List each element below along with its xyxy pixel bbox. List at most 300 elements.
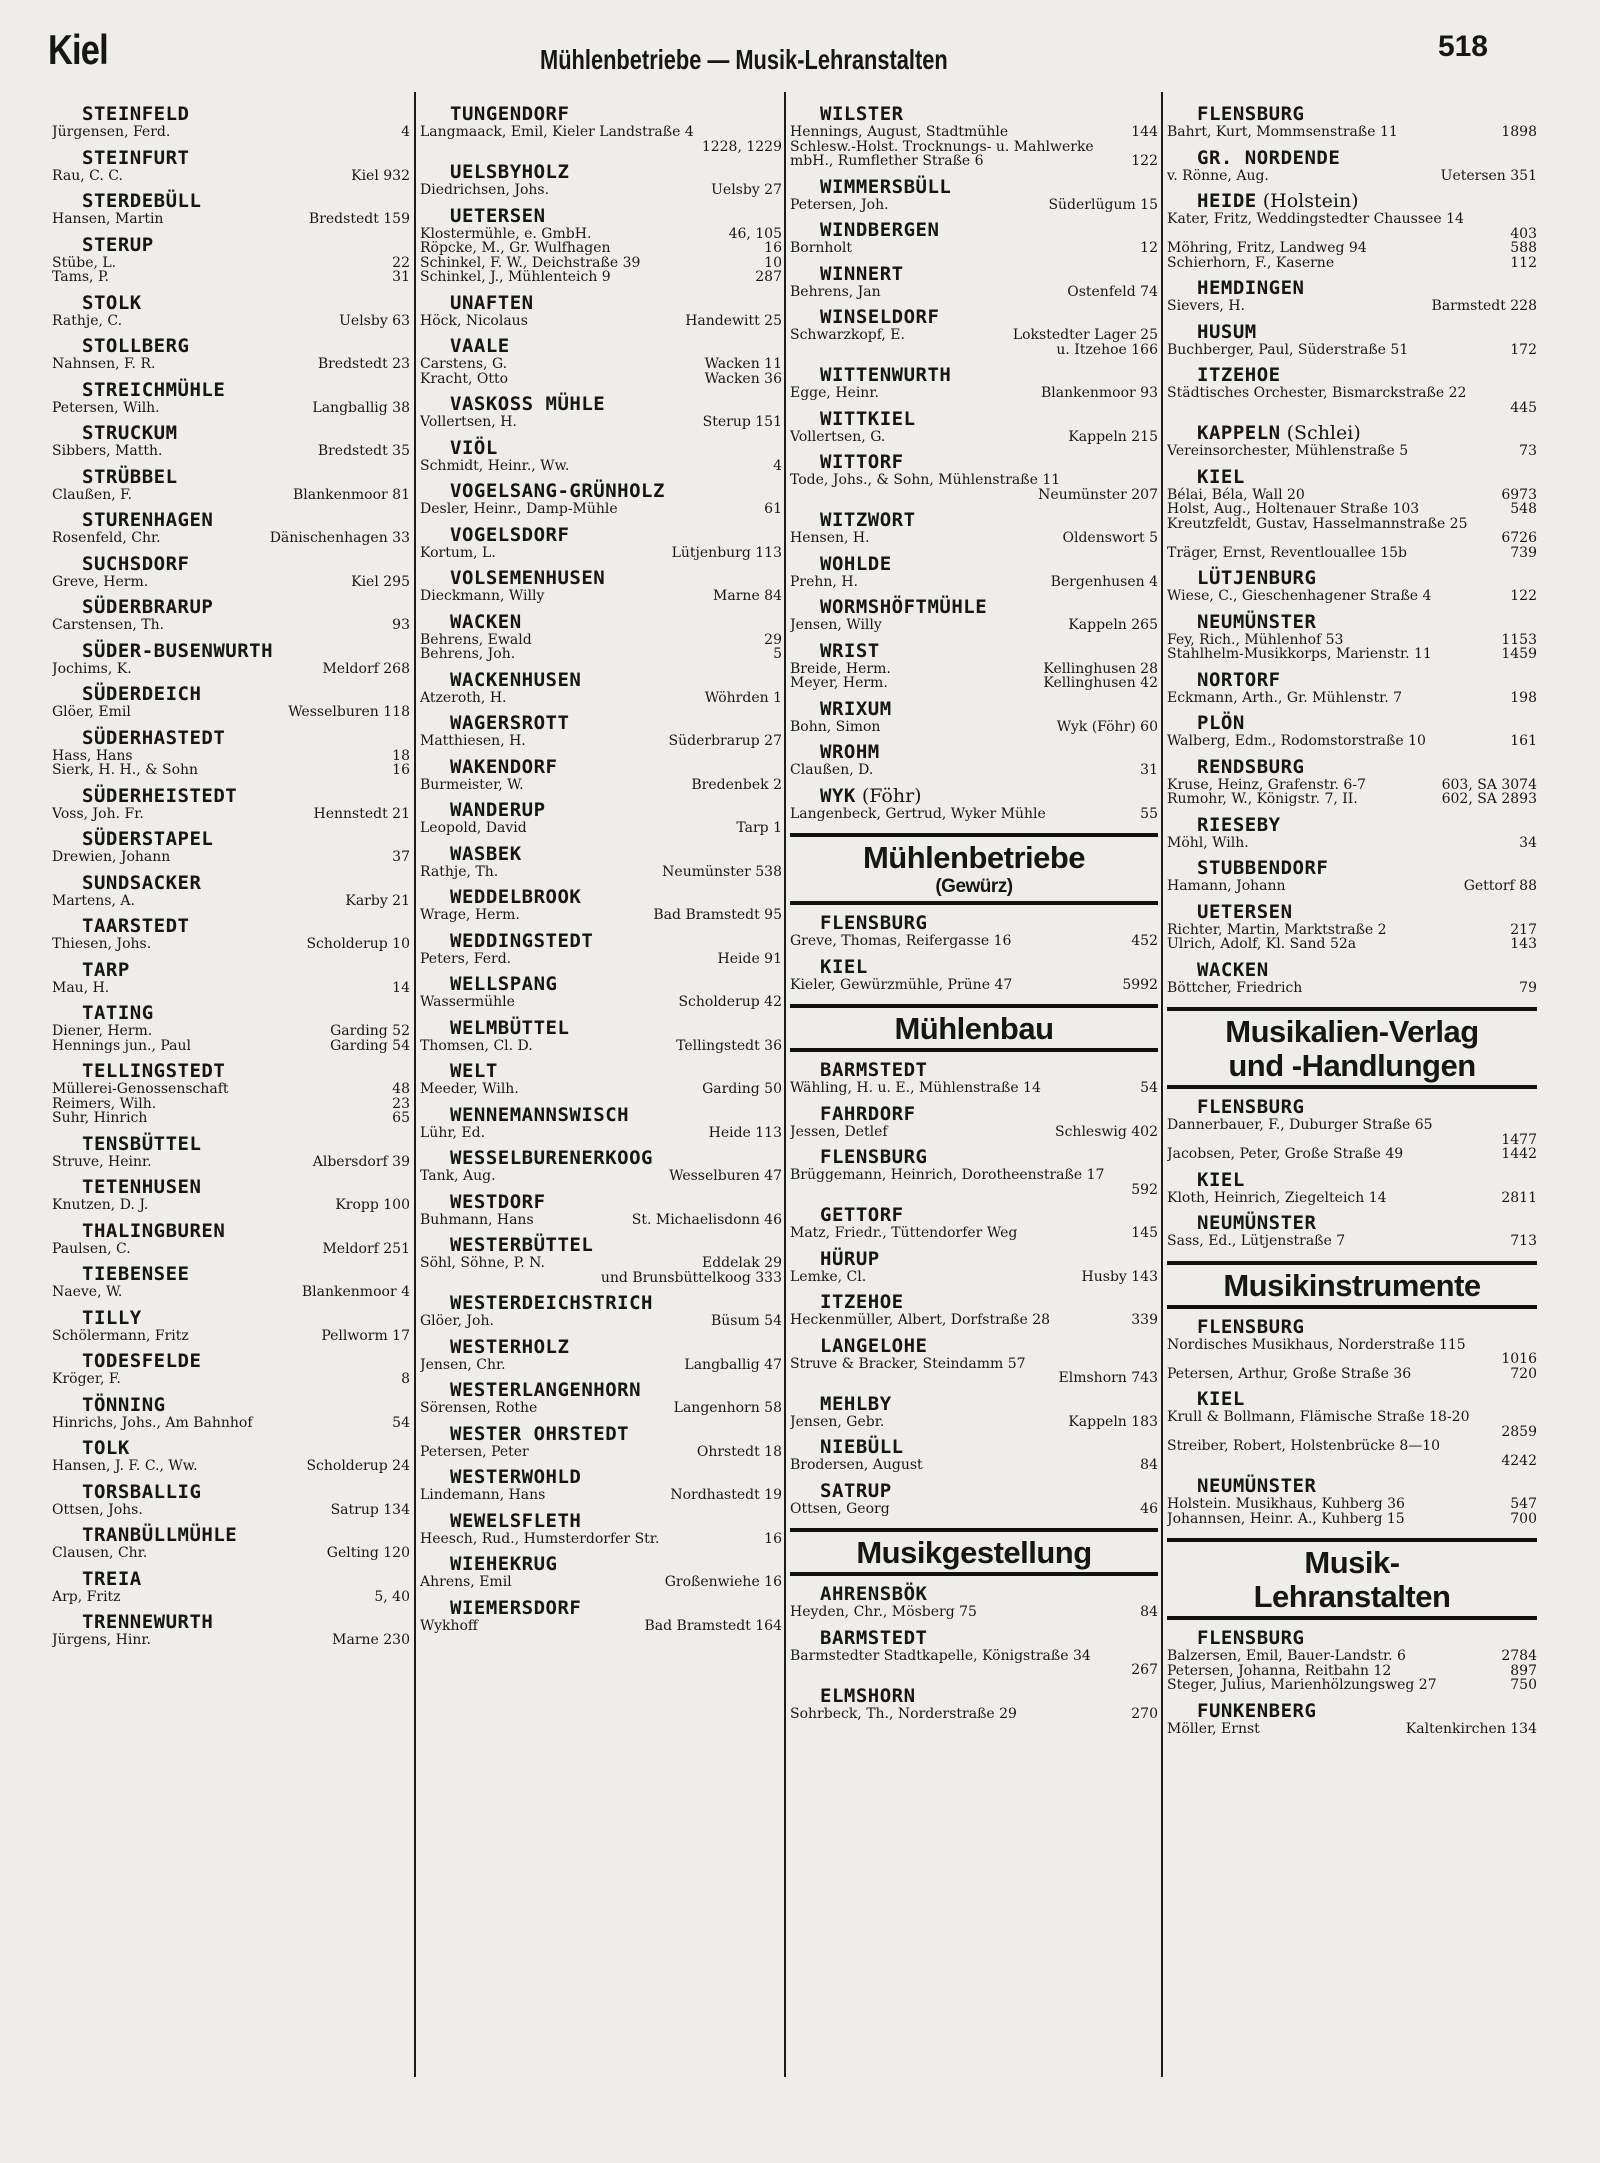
- listing-name: Sörensen, Rothe: [420, 1400, 538, 1416]
- listing-phone: 84: [1140, 1604, 1158, 1620]
- listing-entry: [1167, 241, 1537, 256]
- town-heading: [450, 393, 782, 415]
- listing-phone: 55: [1140, 805, 1158, 822]
- listing-phone: Langballig 47: [684, 1356, 782, 1373]
- listing-name: Claußen, F.: [52, 486, 133, 503]
- town-name: WESTDORF: [450, 1190, 546, 1213]
- town-heading: [1197, 422, 1537, 444]
- listing-phone: Heide 91: [717, 950, 782, 967]
- listing-phone: Büsum 54: [710, 1313, 782, 1329]
- listing-name: Bohn, Simon: [790, 718, 881, 735]
- listing-name: mbH., Rumflether Straße 6: [790, 153, 984, 169]
- listing-name: Kater, Fritz, Weddingstedter Chaussee 14: [1167, 211, 1464, 227]
- listing-phone: Uelsby 27: [711, 182, 782, 198]
- town-heading: [820, 553, 1158, 575]
- listing-phone: Bad Bramstedt 164: [644, 1617, 782, 1634]
- listing-name: Nahnsen, F. R.: [52, 356, 156, 372]
- town-name: GETTORF: [820, 1204, 904, 1226]
- listing-name: Ahrens, Emil: [420, 1574, 512, 1590]
- section-heading: [1167, 1261, 1537, 1309]
- listing-name: Schinkel, J., Mühlenteich 9: [420, 269, 611, 285]
- town-heading: [820, 785, 1158, 807]
- town-name: STOLK: [82, 291, 142, 314]
- listing-entry: [52, 531, 410, 546]
- listing-phone: Bredstedt 159: [308, 211, 410, 227]
- town-name: PLÖN: [1197, 712, 1245, 734]
- section-heading: [790, 833, 1158, 905]
- town-heading: [820, 640, 1158, 662]
- listing-entry: [790, 1313, 1158, 1328]
- listing-entry: [420, 633, 782, 648]
- town-heading: [82, 727, 410, 749]
- town-name: FLENSBURG: [1197, 1627, 1305, 1649]
- town-heading: [1197, 901, 1537, 923]
- town-name: TARP: [82, 958, 130, 981]
- town-heading: [820, 1393, 1158, 1415]
- listing-continuation: 2859: [1501, 1423, 1537, 1440]
- town-name: TODESFELDE: [82, 1350, 202, 1372]
- listing-phone: 172: [1510, 341, 1537, 358]
- listing-entry: [420, 1488, 782, 1503]
- listing-phone: Garding 50: [702, 1081, 782, 1097]
- listing-phone: Ohrstedt 18: [696, 1443, 782, 1460]
- listing-entry: [790, 241, 1158, 256]
- town-heading: [450, 611, 782, 633]
- listing-phone: 122: [1131, 153, 1158, 169]
- listing-name: Matthiesen, H.: [420, 733, 526, 749]
- town-heading: [820, 1291, 1158, 1313]
- town-name: TILLY: [82, 1306, 142, 1329]
- town-name: TETENHUSEN: [82, 1176, 202, 1198]
- town-heading: [820, 698, 1158, 720]
- listing-entry: [52, 705, 410, 720]
- listing-phone: Lokstedter Lager 25: [1012, 327, 1158, 343]
- listing-name: Buchberger, Paul, Süderstraße 51: [1167, 341, 1409, 358]
- header-city: Kiel: [48, 26, 108, 73]
- listing-name: Dieckmann, Willy: [420, 588, 545, 604]
- town-heading: [820, 176, 1158, 198]
- town-name: WACKENHUSEN: [450, 668, 582, 691]
- town-name: STEINFELD: [82, 103, 190, 125]
- listing-name: Mau, H.: [52, 979, 110, 996]
- town-name: ELMSHORN: [820, 1684, 916, 1707]
- town-name: SÜDERBRARUP: [82, 596, 214, 618]
- listing-entry: [52, 488, 410, 503]
- listing-entry: [52, 850, 410, 865]
- column-3: [790, 96, 1158, 2096]
- town-heading: [82, 683, 410, 705]
- town-name: WELLSPANG: [450, 973, 558, 995]
- listing-name: Kruse, Heinz, Grafenstr. 6-7: [1167, 776, 1366, 793]
- town-heading: [820, 219, 1158, 241]
- town-name: ITZEHOE: [1197, 364, 1281, 386]
- listing-entry: [1167, 169, 1537, 184]
- listing-entry: [1167, 1234, 1537, 1249]
- town-heading: [1197, 669, 1537, 691]
- listing-phone: 897: [1510, 1662, 1537, 1679]
- listing-entry: [52, 1416, 410, 1431]
- listing-name: Jacobsen, Peter, Große Straße 49: [1167, 1146, 1404, 1162]
- listing-phone: 161: [1510, 733, 1537, 749]
- town-heading: [82, 872, 410, 894]
- listing-name: Petersen, Wilh.: [52, 399, 160, 416]
- listing-name: Behrens, Jan: [790, 283, 881, 300]
- listing-entry: [790, 328, 1158, 343]
- listing-phone: 93: [392, 617, 410, 633]
- town-heading: [820, 956, 1158, 978]
- listing-entry: [1167, 1118, 1537, 1133]
- listing-phone: Langballig 38: [312, 399, 410, 416]
- listing-phone: Handewitt 25: [685, 312, 782, 329]
- town-heading: [820, 1059, 1158, 1081]
- town-name: TIEBENSEE: [82, 1263, 190, 1285]
- town-heading: [82, 379, 410, 401]
- section-heading: [790, 1004, 1158, 1052]
- listing-entry: [420, 952, 782, 967]
- town-heading: [820, 1480, 1158, 1502]
- listing-phone: Uelsby 63: [339, 312, 410, 329]
- town-name: SATRUP: [820, 1479, 892, 1502]
- town-name: TÖNNING: [82, 1393, 166, 1416]
- listing-entry: [790, 1649, 1158, 1664]
- listing-entry: [420, 125, 782, 140]
- listing-entry: [420, 1445, 782, 1460]
- listing-name: Hennings jun., Paul: [52, 1037, 191, 1054]
- town-name: FLENSBURG: [1197, 1315, 1305, 1338]
- listing-name: Walberg, Edm., Rodomstorstraße 10: [1167, 733, 1426, 749]
- listing-name: Sierk, H. H., & Sohn: [52, 762, 199, 778]
- listing-name: Petersen, Arthur, Große Straße 36: [1167, 1365, 1412, 1382]
- listing-entry: [420, 227, 782, 242]
- listing-phone: 588: [1510, 240, 1537, 256]
- listing-entry: [52, 1039, 410, 1054]
- town-heading: [1197, 1627, 1537, 1649]
- listing-name: Streiber, Robert, Holstenbrücke 8—10: [1167, 1438, 1441, 1454]
- listing-name: Kortum, L.: [420, 544, 496, 561]
- listing-phone: Barmstedt 228: [1431, 298, 1537, 314]
- town-name: VOLSEMENHUSEN: [450, 567, 606, 589]
- listing-name: Stahlhelm-Musikkorps, Marienstr. 11: [1167, 646, 1432, 662]
- listing-name: Hansen, Martin: [52, 211, 164, 227]
- town-name: KIEL: [1197, 465, 1245, 488]
- listing-continuation: 267: [1131, 1662, 1158, 1678]
- town-name: THALINGBUREN: [82, 1219, 226, 1242]
- listing-name: Barmstedter Stadtkapelle, Königstraße 34: [790, 1647, 1091, 1664]
- listing-entry: [420, 995, 782, 1010]
- listing-name: Leopold, David: [420, 820, 527, 836]
- town-heading: [82, 466, 410, 488]
- town-name: HÜRUP: [820, 1247, 880, 1270]
- listing-entry: [420, 778, 782, 793]
- town-name: WESTERDEICHSTRICH: [450, 1292, 653, 1314]
- listing-phone: Scholderup 24: [306, 1458, 410, 1474]
- listing-name: Träger, Ernst, Reventlouallee 15b: [1167, 544, 1408, 561]
- listing-name: Balzersen, Emil, Bauer-Landstr. 6: [1167, 1648, 1406, 1664]
- town-name: WROHM: [820, 741, 880, 763]
- listing-name: Städtisches Orchester, Bismarckstraße 22: [1167, 385, 1467, 401]
- listing-entry: [420, 1358, 782, 1373]
- listing-name: Holstein. Musikhaus, Kuhberg 36: [1167, 1496, 1405, 1512]
- listing-entry: [52, 1111, 410, 1126]
- listing-name: Tank, Aug.: [420, 1168, 496, 1184]
- town-heading: [82, 785, 410, 807]
- listing-entry: [790, 763, 1158, 778]
- listing-entry: [420, 1256, 782, 1271]
- town-heading: [82, 1133, 410, 1155]
- listing-name: Clausen, Chr.: [52, 1545, 148, 1561]
- town-heading: [820, 1436, 1158, 1458]
- listing-entry: [790, 125, 1158, 140]
- column-divider: [1161, 92, 1163, 2077]
- listing-continuation: und Brunsbüttelkoog 333: [600, 1269, 782, 1286]
- town-heading: [820, 1583, 1158, 1605]
- listing-name: Greve, Thomas, Reifergasse 16: [790, 933, 1012, 949]
- listing-phone: 31: [1140, 762, 1158, 778]
- listing-entry: [1167, 1512, 1537, 1527]
- listing-name: Tode, Johs., & Sohn, Mühlenstraße 11: [790, 472, 1061, 488]
- town-name: WACKEN: [1197, 958, 1269, 981]
- listing-phone: 750: [1510, 1677, 1537, 1693]
- listing-phone: 602, SA 2893: [1441, 791, 1537, 807]
- listing-entry: [52, 1503, 410, 1518]
- town-name: UETERSEN: [450, 204, 546, 227]
- town-name: SUCHSDORF: [82, 552, 190, 575]
- listing-entry: [790, 978, 1158, 993]
- listing-name: Arp, Fritz: [52, 1588, 121, 1605]
- section-title: Musikalien-Verlag: [1225, 1014, 1479, 1049]
- listing-name: Schinkel, F. W., Deichstraße 39: [420, 254, 641, 271]
- town-name: VIÖL: [450, 436, 498, 459]
- listing-phone: 720: [1510, 1365, 1537, 1382]
- listing-phone: Wacken 11: [704, 356, 782, 372]
- town-heading: [82, 1437, 410, 1459]
- listing-phone: Kellinghusen 42: [1043, 675, 1158, 691]
- town-heading: [450, 292, 782, 314]
- listing-entry: [790, 140, 1158, 155]
- listing-name: Krull & Bollmann, Flämische Straße 18-20: [1167, 1409, 1470, 1425]
- listing-phone: Blankenmoor 4: [301, 1284, 410, 1300]
- listing-entry: [52, 618, 410, 633]
- town-name: WESSELBURENERKOOG: [450, 1147, 653, 1169]
- section-subtitle: (Gewürz): [935, 876, 1013, 897]
- column-1: [52, 96, 410, 2096]
- town-heading: [450, 712, 782, 734]
- listing-name: Vollertsen, G.: [790, 428, 886, 445]
- listing-continuation: 6726: [1501, 530, 1537, 546]
- listing-entry: [1167, 256, 1537, 271]
- town-heading: [82, 640, 410, 662]
- listing-name: Petersen, Joh.: [790, 196, 889, 213]
- listing-name: Sass, Ed., Lütjenstraße 7: [1167, 1233, 1346, 1249]
- listing-phone: 46, 105: [728, 225, 782, 242]
- listing-name: Rosenfeld, Chr.: [52, 530, 161, 546]
- town-name: VASKOSS MÜHLE: [450, 393, 606, 415]
- town-heading: [1197, 567, 1537, 589]
- listing-name: Müllerei-Genossenschaft: [52, 1081, 229, 1097]
- listing-entry: [420, 734, 782, 749]
- listing-phone: 198: [1510, 689, 1537, 706]
- listing-continuation: u. Itzehoe 166: [1056, 341, 1158, 358]
- listing-name: Böttcher, Friedrich: [1167, 979, 1303, 996]
- town-name: STREICHMÜHLE: [82, 378, 226, 401]
- town-name: WINSELDORF: [820, 306, 940, 328]
- listing-entry: [52, 1372, 410, 1387]
- town-name: LÜTJENBURG: [1197, 567, 1317, 589]
- town-heading: [1197, 364, 1537, 386]
- listing-name: Reimers, Wilh.: [52, 1095, 157, 1112]
- listing-name: Schölermann, Fritz: [52, 1327, 189, 1344]
- listing-entry: [420, 1213, 782, 1228]
- listing-entry: [52, 314, 410, 329]
- listing-name: Wrage, Herm.: [420, 907, 520, 923]
- town-heading: [1197, 1096, 1537, 1118]
- town-name: UETERSEN: [1197, 900, 1293, 923]
- town-name: WITTORF: [820, 451, 904, 473]
- town-heading: [450, 1147, 782, 1169]
- town-heading: [82, 422, 410, 444]
- listing-phone: 145: [1131, 1225, 1158, 1241]
- town-name: WESTER OHRSTEDT: [450, 1422, 630, 1445]
- town-name: WEDDELBROOK: [450, 886, 582, 908]
- listing-name: Behrens, Ewald: [420, 631, 532, 648]
- listing-entry: [420, 270, 782, 285]
- listing-name: Kreutzfeldt, Gustav, Hasselmannstraße 25: [1167, 515, 1468, 532]
- listing-phone: Kappeln 215: [1068, 428, 1158, 445]
- listing-entry: [1167, 691, 1537, 706]
- listing-name: Greve, Herm.: [52, 573, 149, 590]
- town-name: WIMMERSBÜLL: [820, 175, 952, 198]
- listing-phone: Marne 84: [713, 588, 782, 604]
- listing-phone: 603, SA 3074: [1441, 776, 1537, 793]
- listing-phone: 144: [1131, 124, 1158, 140]
- listing-entry: [52, 937, 410, 952]
- town-heading: [82, 292, 410, 314]
- listing-entry: [420, 357, 782, 372]
- town-name: VOGELSANG-GRÜNHOLZ: [450, 480, 665, 502]
- listing-phone: 2811: [1501, 1189, 1537, 1206]
- town-name: RENDSBURG: [1197, 755, 1305, 778]
- town-heading: [450, 437, 782, 459]
- listing-name: Schierhorn, F., Kaserne: [1167, 254, 1335, 271]
- listing-phone: Wacken 36: [704, 370, 782, 387]
- listing-name: Lemke, Cl.: [790, 1268, 867, 1285]
- listing-entry: [1167, 734, 1537, 749]
- listing-name: Richter, Martin, Marktstraße 2: [1167, 921, 1387, 938]
- listing-phone: 54: [392, 1414, 410, 1431]
- listing-entry: [790, 1415, 1158, 1430]
- listing-phone: Neumünster 538: [662, 863, 782, 880]
- listing-entry: [52, 1546, 410, 1561]
- listing-entry: [1167, 1191, 1537, 1206]
- town-name: WIEMERSDORF: [450, 1596, 582, 1619]
- listing-entry: [420, 908, 782, 923]
- town-name: WAKENDORF: [450, 755, 558, 778]
- town-name: KIEL: [1197, 1168, 1245, 1191]
- listing-name: Behrens, Joh.: [420, 646, 516, 662]
- listing-name: Naeve, W.: [52, 1284, 123, 1300]
- town-name: WASBEK: [450, 842, 522, 865]
- town-heading: [450, 1510, 782, 1532]
- listing-entry: [420, 1039, 782, 1054]
- listing-entry: [790, 1226, 1158, 1241]
- town-heading: [82, 1524, 410, 1546]
- header-section-range: Mühlenbetriebe — Musik-Lehranstalten: [540, 44, 948, 75]
- listing-phone: Kappeln 183: [1068, 1413, 1158, 1430]
- town-name: FLENSBURG: [1197, 103, 1305, 125]
- listing-phone: 713: [1510, 1233, 1537, 1249]
- listing-name: Langenbeck, Gertrud, Wyker Mühle: [790, 805, 1046, 822]
- listing-phone: Wesselburen 118: [288, 704, 410, 720]
- listing-phone: Kropp 100: [335, 1197, 410, 1213]
- town-heading: [820, 912, 1158, 934]
- listing-name: Diedrichsen, Johs.: [420, 182, 550, 198]
- listing-phone: 4: [401, 124, 410, 140]
- listing-name: Jensen, Gebr.: [790, 1413, 885, 1430]
- listing-phone: 84: [1140, 1457, 1158, 1473]
- listing-entry: [52, 1198, 410, 1213]
- listing-entry: [420, 1532, 782, 1547]
- listing-name: Jürgensen, Ferd.: [52, 124, 171, 140]
- listing-entry: [420, 1169, 782, 1184]
- listing-phone: Uetersen 351: [1440, 167, 1537, 184]
- listing-phone: Bredstedt 35: [317, 443, 410, 459]
- listing-phone: 8: [401, 1371, 410, 1387]
- town-heading: [820, 408, 1158, 430]
- listing-name: Möhl, Wilh.: [1167, 834, 1249, 851]
- listing-entry: [52, 444, 410, 459]
- town-heading: [450, 524, 782, 546]
- section-title: Musikgestellung: [856, 1535, 1092, 1570]
- town-name: WIEHEKRUG: [450, 1553, 558, 1575]
- listing-entry: [790, 198, 1158, 213]
- town-heading: [82, 1307, 410, 1329]
- town-name: WORMSHÖFTMÜHLE: [820, 596, 988, 618]
- listing-name: Rumohr, W., Königstr. 7, II.: [1167, 791, 1358, 807]
- town-name: WRIXUM: [820, 697, 892, 720]
- town-heading: [82, 335, 410, 357]
- listing-entry: [52, 575, 410, 590]
- listing-phone: Schleswig 402: [1055, 1123, 1158, 1140]
- listing-phone: 22: [392, 254, 410, 271]
- listing-phone: 54: [1140, 1080, 1158, 1096]
- town-name: STRÜBBEL: [82, 465, 178, 488]
- listing-phone: 5, 40: [374, 1588, 410, 1605]
- listing-phone: 18: [392, 747, 410, 764]
- listing-phone: 339: [1131, 1312, 1158, 1328]
- town-name: STURENHAGEN: [82, 509, 214, 531]
- town-heading: [820, 1146, 1158, 1168]
- listing-phone: 1153: [1501, 631, 1537, 648]
- listing-entry: [420, 241, 782, 256]
- listing-entry: [1167, 1338, 1537, 1353]
- listing-name: Schmidt, Heinr., Ww.: [420, 457, 570, 474]
- column-4: [1167, 96, 1537, 2096]
- listing-entry: [52, 401, 410, 416]
- listing-phone: Süderlügum 15: [1048, 196, 1158, 213]
- listing-entry: [1167, 792, 1537, 807]
- town-name: UELSBYHOLZ: [450, 161, 570, 183]
- listing-entry: [1167, 343, 1537, 358]
- town-name: AHRENSBÖK: [820, 1583, 928, 1605]
- listing-name: Steger, Julius, Marienhölzungsweg 27: [1167, 1677, 1437, 1693]
- listing-entry: [420, 459, 782, 474]
- town-heading: [1197, 611, 1537, 633]
- listing-phone: 12: [1140, 240, 1158, 256]
- listing-phone: 46: [1140, 1500, 1158, 1517]
- listing-entry: [52, 270, 410, 285]
- listing-entry: [52, 256, 410, 271]
- listing-name: Brüggemann, Heinrich, Dorotheenstraße 17: [790, 1167, 1105, 1183]
